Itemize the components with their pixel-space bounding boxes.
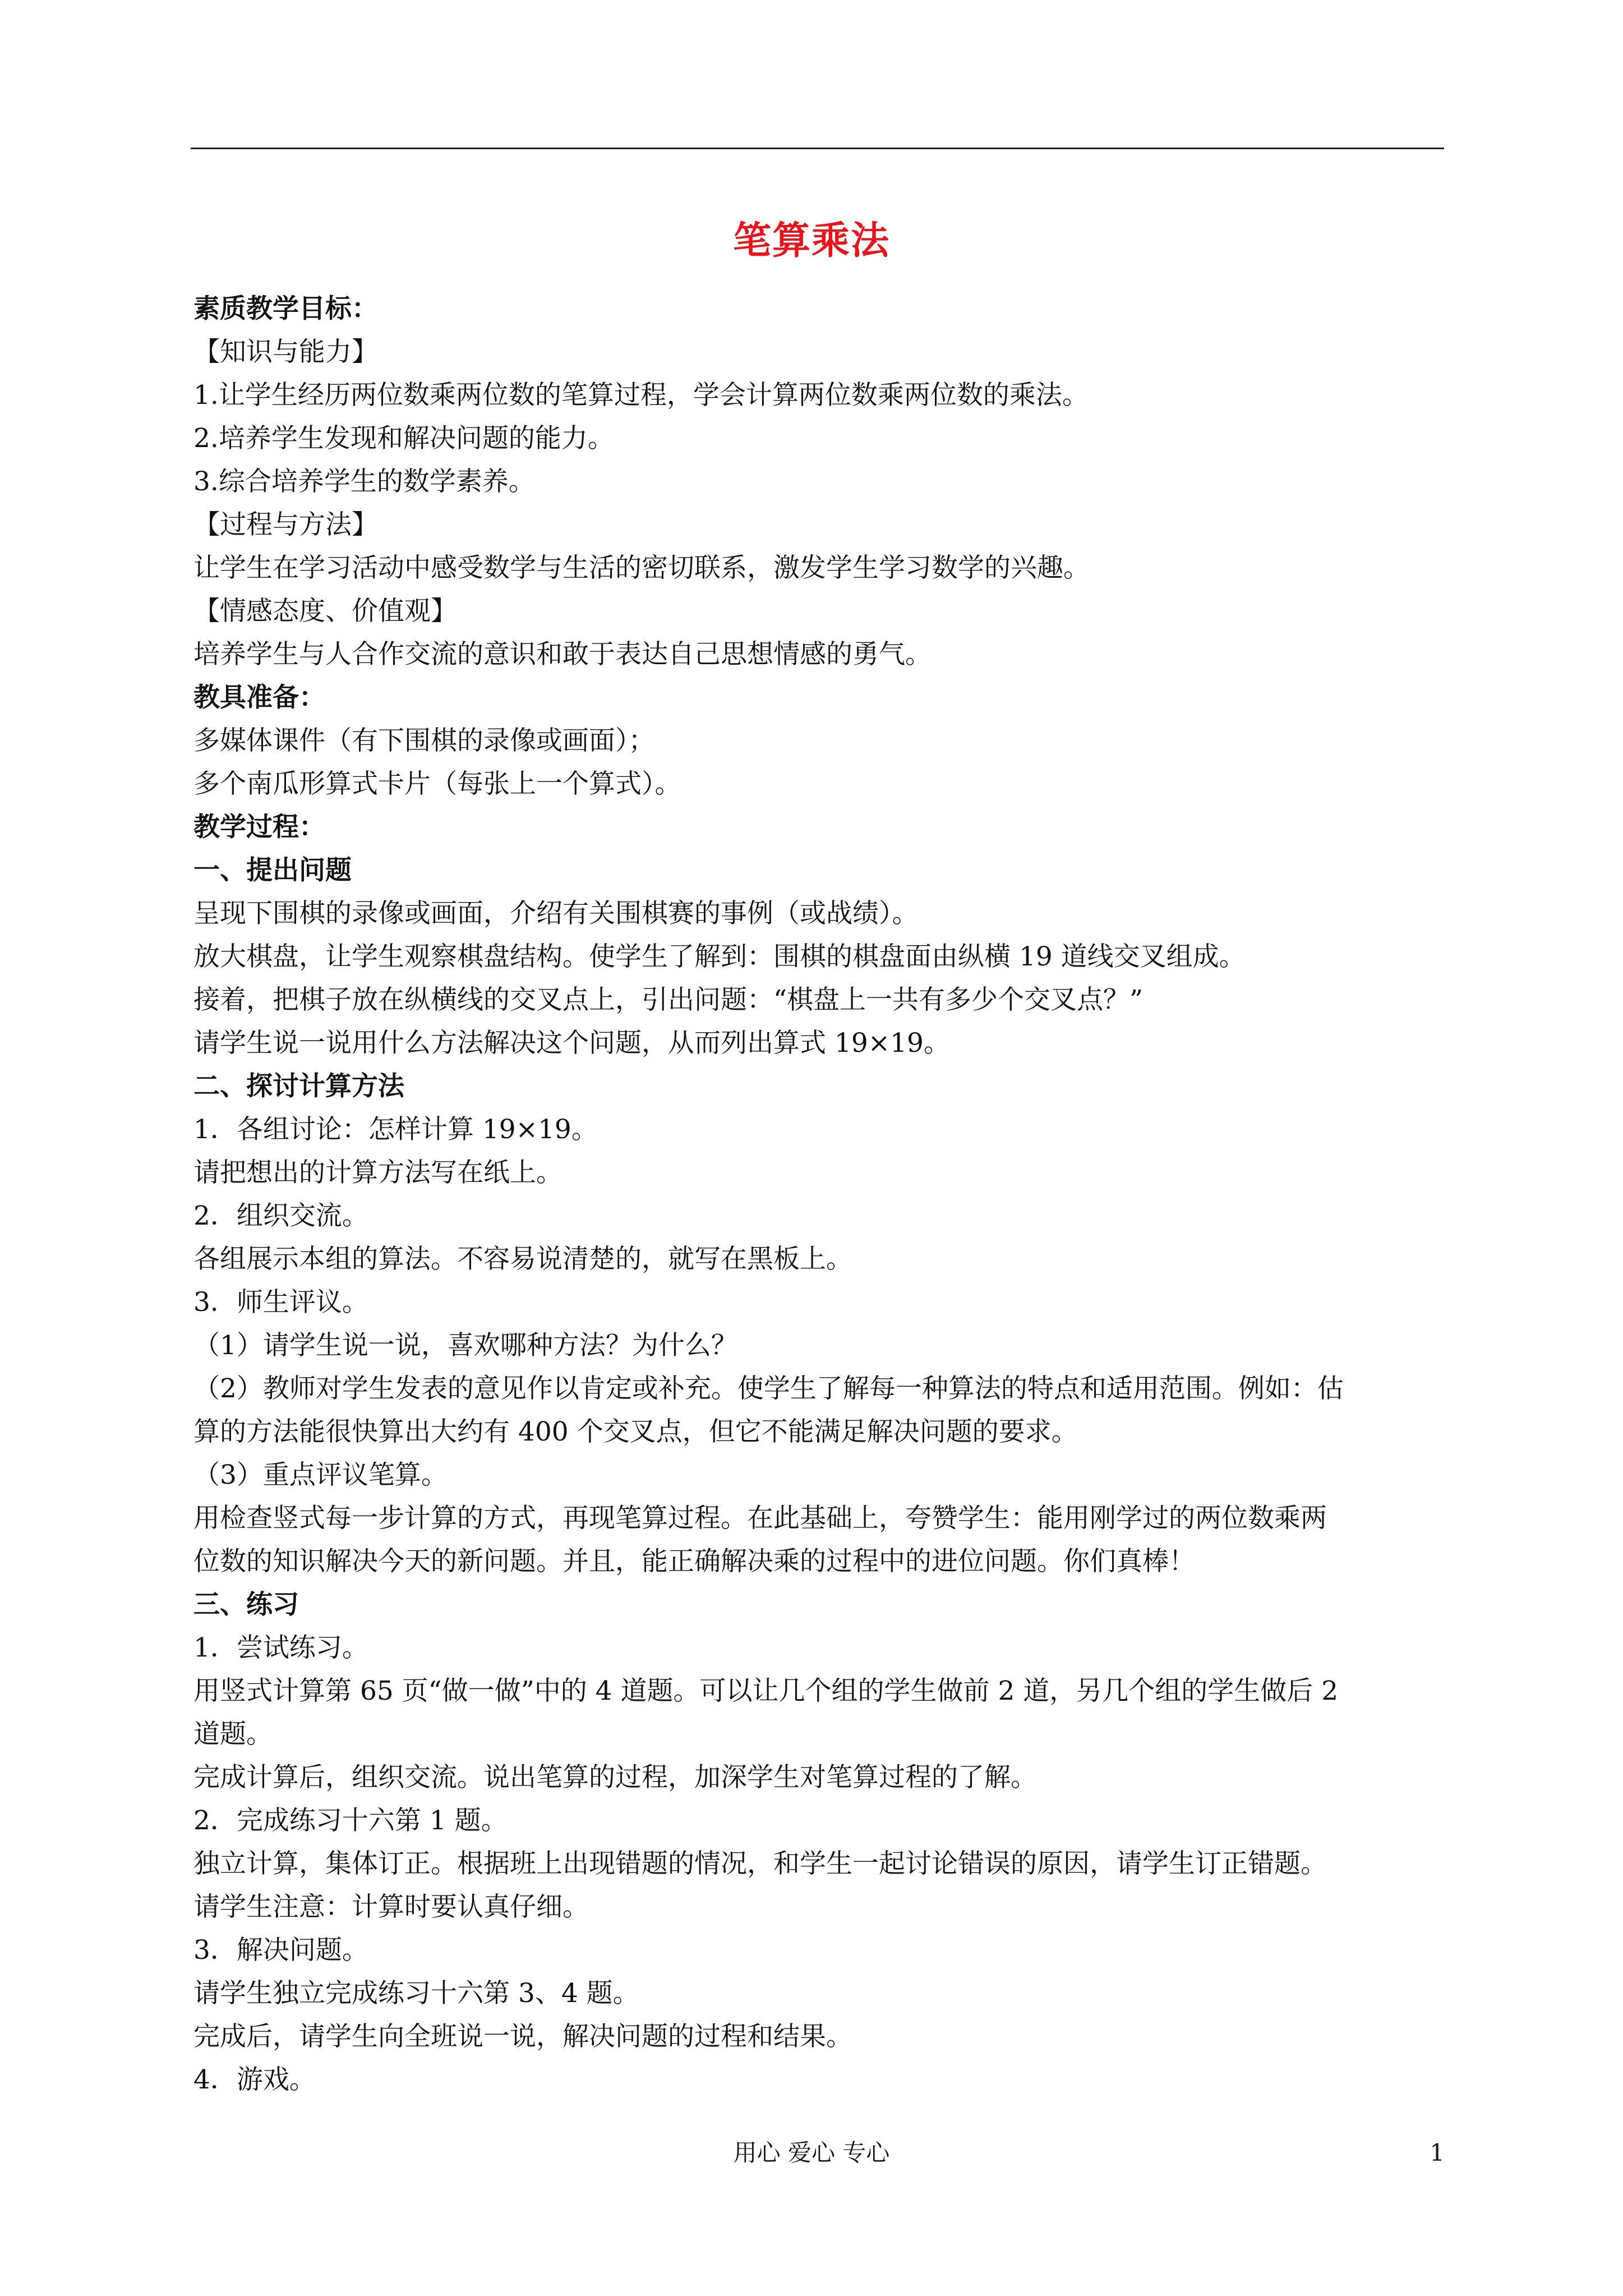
text-line: 道题。 xyxy=(193,1719,273,1750)
text-line: 各组展示本组的算法。不容易说清楚的，就写在黑板上。 xyxy=(193,1244,852,1274)
text-line: 2．组织交流。 xyxy=(193,1200,368,1231)
text-line: 4．游戏。 xyxy=(193,2064,316,2095)
text-line: 多媒体课件（有下围棋的录像或画面）； xyxy=(193,725,655,756)
section-heading: 二、探讨计算方法 xyxy=(193,1071,404,1102)
text-line: 1．各组讨论：怎样计算 19×19。 xyxy=(193,1114,598,1145)
section-heading: 三、练习 xyxy=(193,1589,299,1620)
text-line: 位数的知识解决今天的新问题。并且，能正确解决乘的过程中的进位问题。你们真棒！ xyxy=(193,1546,1195,1577)
section-heading: 一、提出问题 xyxy=(193,855,352,886)
section-heading: 教具准备： xyxy=(193,682,325,713)
text-line: 请把想出的计算方法写在纸上。 xyxy=(193,1157,562,1188)
text-line: 3．解决问题。 xyxy=(193,1935,368,1966)
text-line: （3）重点评议笔算。 xyxy=(193,1460,448,1490)
text-line: 请学生独立完成练习十六第 3、4 题。 xyxy=(193,1978,639,2009)
text-line: 完成后，请学生向全班说一说，解决问题的过程和结果。 xyxy=(193,2021,852,2052)
section-heading: 素质教学目标： xyxy=(193,293,378,324)
text-line: 放大棋盘，让学生观察棋盘结构。使学生了解到：围棋的棋盘面由纵横 19 道线交叉组成。 xyxy=(193,941,1246,972)
section-heading: 教学过程： xyxy=(193,812,325,843)
text-line: 独立计算，集体订正。根据班上出现错题的情况，和学生一起讨论错误的原因，请学生订正错题。 xyxy=(193,1848,1327,1879)
text-line: 请学生说一说用什么方法解决这个问题，从而列出算式 19×19。 xyxy=(193,1028,950,1059)
text-line: 【情感态度、价值观】 xyxy=(193,596,457,627)
text-line: 多个南瓜形算式卡片（每张上一个算式）。 xyxy=(193,769,681,799)
text-line: 【过程与方法】 xyxy=(193,509,378,540)
document-body xyxy=(193,287,1444,2101)
text-line: 【知识与能力】 xyxy=(193,337,378,367)
text-line: （2）教师对学生发表的意见作以肯定或补充。使学生了解每一种算法的特点和适用范围。例如：估 xyxy=(193,1373,1344,1404)
page-number: 1 xyxy=(1430,2139,1445,2166)
text-line: 请学生注意：计算时要认真仔细。 xyxy=(193,1892,589,1922)
text-line: 1．尝试练习。 xyxy=(193,1632,368,1663)
text-line: 完成计算后，组织交流。说出笔算的过程，加深学生对笔算过程的了解。 xyxy=(193,1762,1037,1793)
text-line: 培养学生与人合作交流的意识和敢于表达自己思想情感的勇气。 xyxy=(193,639,932,670)
text-line: 3．师生评议。 xyxy=(193,1287,368,1318)
text-line: 让学生在学习活动中感受数学与生活的密切联系，激发学生学习数学的兴趣。 xyxy=(193,553,1090,583)
text-line: 2.培养学生发现和解决问题的能力。 xyxy=(193,423,614,454)
text-line: 接着，把棋子放在纵横线的交叉点上，引出问题：“棋盘上一共有多少个交叉点？” xyxy=(193,984,1144,1015)
document-title: 笔算乘法 xyxy=(732,218,890,263)
text-line: 算的方法能很快算出大约有 400 个交叉点，但它不能满足解决问题的要求。 xyxy=(193,1416,1078,1447)
text-line: 3.综合培养学生的数学素养。 xyxy=(193,466,535,497)
text-line: 2．完成练习十六第 1 题。 xyxy=(193,1805,508,1836)
text-line: 用检查竖式每一步计算的方式，再现笔算过程。在此基础上，夸赞学生：能用刚学过的两位数乘两 xyxy=(193,1503,1327,1534)
text-line: （1）请学生说一说，喜欢哪种方法？为什么？ xyxy=(193,1330,737,1361)
footer-motto: 用心 爱心 专心 xyxy=(733,2139,890,2166)
text-line: 1.让学生经历两位数乘两位数的笔算过程，学会计算两位数乘两位数的乘法。 xyxy=(193,380,1089,411)
header-rule xyxy=(191,148,1444,149)
text-line: 用竖式计算第 65 页“做一做”中的 4 道题。可以让几个组的学生做前 2 道，另几个组的学生做后 2 xyxy=(193,1676,1339,1706)
text-line: 呈现下围棋的录像或画面，介绍有关围棋赛的事例（或战绩）。 xyxy=(193,898,919,929)
